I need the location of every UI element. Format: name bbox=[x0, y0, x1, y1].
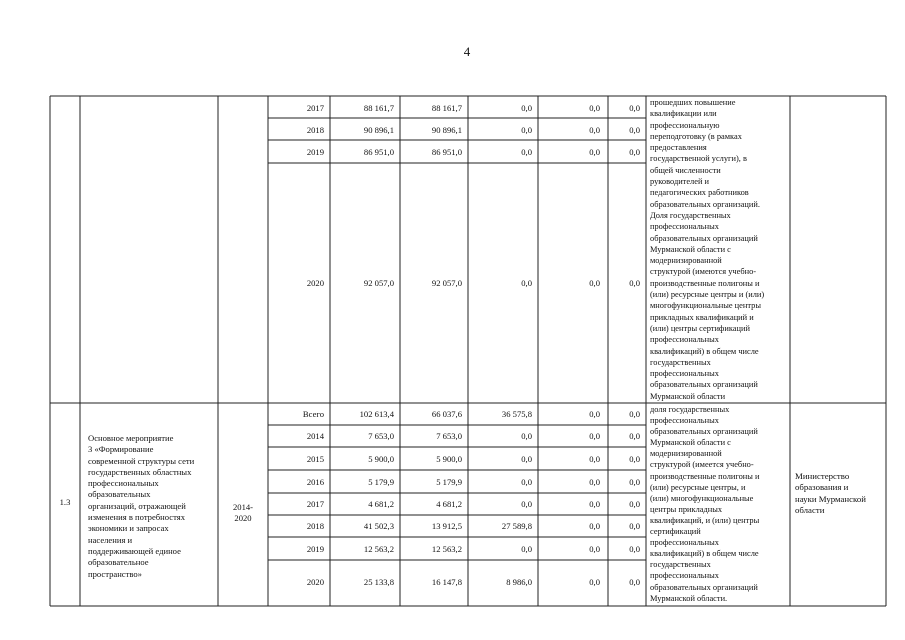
executor-line: образования и bbox=[795, 482, 849, 493]
indicator-line: профессиональных bbox=[650, 369, 719, 379]
activity-name-line: пространство» bbox=[88, 568, 142, 579]
indicator-line: профессиональную bbox=[650, 120, 720, 130]
indicator-line: образовательных организаций bbox=[650, 427, 758, 437]
indicator-line: государственной услуги), в bbox=[650, 154, 747, 164]
year-cell: 2016 bbox=[306, 477, 324, 487]
total-cell: 102 613,4 bbox=[359, 409, 394, 419]
activity-name-line: организаций, отражающей bbox=[88, 500, 186, 511]
total-cell: 86 951,0 bbox=[363, 147, 394, 157]
activity-name-line: 3 «Формирование bbox=[88, 444, 154, 455]
year-cell: 2019 bbox=[306, 544, 324, 554]
total-cell: 92 057,0 bbox=[363, 278, 394, 288]
indicator-line: переподготовку (в рамках bbox=[650, 131, 742, 141]
indicator-line: (или) многофункциональные bbox=[650, 493, 754, 503]
local-budget-cell: 0,0 bbox=[589, 544, 600, 554]
federal-budget-cell: 8 986,0 bbox=[506, 577, 532, 587]
indicator-line: структурой (имеется учебно- bbox=[650, 460, 754, 470]
indicator-line: профессиональных bbox=[650, 571, 719, 581]
federal-budget-cell: 0,0 bbox=[521, 103, 532, 113]
indicator-line: Доля государственных bbox=[650, 210, 731, 220]
indicator-line: (или) ресурсные центры и (или) bbox=[650, 290, 765, 300]
indicator-line: Мурманской области. bbox=[650, 593, 728, 603]
year-cell: 2014 bbox=[306, 431, 324, 441]
indicator-line: профессиональных bbox=[650, 222, 719, 232]
indicator-line: Мурманской области bbox=[650, 391, 726, 401]
activity-name-line: профессиональных bbox=[88, 478, 159, 489]
federal-budget-cell: 0,0 bbox=[521, 147, 532, 157]
indicator-line: руководителей и bbox=[650, 177, 710, 187]
indicator-line: прикладных квалификаций и bbox=[650, 312, 754, 322]
indicator-line: квалификаций) в общем числе bbox=[650, 549, 759, 559]
indicator-line: производственные полигоны и bbox=[650, 278, 760, 288]
indicator-line: квалификации или bbox=[650, 109, 717, 119]
local-budget-cell: 0,0 bbox=[589, 278, 600, 288]
regional-budget-cell: 92 057,0 bbox=[431, 278, 462, 288]
indicator-line: многофункциональные центры bbox=[650, 301, 761, 311]
activity-name bbox=[88, 433, 216, 580]
regional-budget-cell: 7 653,0 bbox=[436, 431, 462, 441]
activity-name-line: поддерживающей единое bbox=[88, 545, 181, 556]
federal-budget-cell: 27 589,8 bbox=[501, 521, 532, 531]
total-cell: 7 653,0 bbox=[368, 431, 394, 441]
executor-line: области bbox=[795, 504, 825, 515]
local-budget-cell: 0,0 bbox=[589, 409, 600, 419]
local-budget-cell: 0,0 bbox=[589, 577, 600, 587]
federal-budget-cell: 0,0 bbox=[521, 499, 532, 509]
other-sources-cell: 0,0 bbox=[629, 147, 640, 157]
regional-budget-cell: 4 681,2 bbox=[436, 499, 462, 509]
local-budget-cell: 0,0 bbox=[589, 147, 600, 157]
local-budget-cell: 0,0 bbox=[589, 431, 600, 441]
indicator-line: центры прикладных bbox=[650, 504, 723, 514]
local-budget-cell: 0,0 bbox=[589, 521, 600, 531]
executor-line: Министерство bbox=[795, 471, 850, 481]
activity-name-line: населения и bbox=[88, 534, 133, 545]
year-cell: 2019 bbox=[306, 147, 324, 157]
total-cell: 4 681,2 bbox=[368, 499, 394, 509]
activity-name-line: государственных областных bbox=[88, 466, 192, 477]
period-cell bbox=[218, 502, 268, 524]
period-line: 2014- bbox=[232, 502, 254, 512]
indicator-line: сертификаций bbox=[650, 527, 701, 537]
indicator-line: модернизированной bbox=[650, 449, 722, 459]
regional-budget-cell: 13 912,5 bbox=[431, 521, 462, 531]
activity-name-line: образовательных bbox=[88, 489, 151, 500]
federal-budget-cell: 36 575,8 bbox=[501, 409, 532, 419]
indicator-line: структурой (имеются учебно- bbox=[650, 267, 757, 277]
year-cell: 2017 bbox=[306, 103, 324, 113]
indicator-line: профессиональных bbox=[650, 416, 719, 426]
total-cell: 5 179,9 bbox=[368, 477, 394, 487]
indicator-line: образовательных организаций. bbox=[650, 199, 760, 209]
indicator-line: предоставления bbox=[650, 143, 707, 153]
indicator-line: квалификаций, и (или) центры bbox=[650, 515, 760, 525]
year-cell: 2015 bbox=[306, 454, 324, 464]
executor-cell bbox=[795, 471, 885, 516]
local-budget-cell: 0,0 bbox=[589, 477, 600, 487]
total-cell: 88 161,7 bbox=[363, 103, 394, 113]
indicator-line: общей численности bbox=[650, 165, 721, 175]
federal-budget-cell: 0,0 bbox=[521, 278, 532, 288]
year-cell: Всего bbox=[302, 409, 324, 419]
other-sources-cell: 0,0 bbox=[629, 454, 640, 464]
other-sources-cell: 0,0 bbox=[629, 544, 640, 554]
total-cell: 5 900,0 bbox=[368, 454, 394, 464]
year-cell: 2020 bbox=[306, 278, 324, 288]
page-number: 4 bbox=[463, 44, 471, 59]
other-sources-cell: 0,0 bbox=[629, 499, 640, 509]
other-sources-cell: 0,0 bbox=[629, 477, 640, 487]
regional-budget-cell: 88 161,7 bbox=[431, 103, 462, 113]
year-cell: 2020 bbox=[306, 577, 324, 587]
other-sources-cell: 0,0 bbox=[629, 431, 640, 441]
indicator-line: доля государственных bbox=[650, 405, 730, 414]
regional-budget-cell: 66 037,6 bbox=[431, 409, 462, 419]
year-cell: 2018 bbox=[306, 125, 324, 135]
regional-budget-cell: 5 900,0 bbox=[436, 454, 462, 464]
indicator-line: модернизированной bbox=[650, 256, 722, 266]
federal-budget-cell: 0,0 bbox=[521, 544, 532, 554]
regional-budget-cell: 12 563,2 bbox=[431, 544, 462, 554]
indicator-line: государственных bbox=[650, 560, 711, 570]
other-sources-cell: 0,0 bbox=[629, 521, 640, 531]
indicator-text bbox=[650, 404, 790, 604]
indicator-line: Мурманской области с bbox=[650, 244, 731, 254]
local-budget-cell: 0,0 bbox=[589, 103, 600, 113]
indicator-line: Мурманской области с bbox=[650, 438, 731, 448]
regional-budget-cell: 5 179,9 bbox=[436, 477, 462, 487]
local-budget-cell: 0,0 bbox=[589, 454, 600, 464]
total-cell: 90 896,1 bbox=[363, 125, 394, 135]
indicator-line: профессиональных bbox=[650, 335, 719, 345]
local-budget-cell: 0,0 bbox=[589, 125, 600, 135]
year-cell: 2018 bbox=[306, 521, 324, 531]
other-sources-cell: 0,0 bbox=[629, 278, 640, 288]
indicator-line: производственные полигоны и bbox=[650, 471, 760, 481]
indicator-text bbox=[650, 97, 790, 402]
federal-budget-cell: 0,0 bbox=[521, 125, 532, 135]
indicator-line: педагогических работников bbox=[650, 188, 749, 198]
indicator-line: образовательных организаций bbox=[650, 582, 758, 592]
indicator-line: образовательных организаций bbox=[650, 380, 758, 390]
activity-name-line: Основное мероприятие bbox=[88, 433, 174, 443]
activity-name-line: образовательное bbox=[88, 557, 149, 568]
federal-budget-cell: 0,0 bbox=[521, 431, 532, 441]
local-budget-cell: 0,0 bbox=[589, 499, 600, 509]
indicator-line: (или) центры сертификаций bbox=[650, 323, 750, 333]
activity-name-line: современной структуры сети bbox=[88, 455, 195, 466]
total-cell: 12 563,2 bbox=[363, 544, 394, 554]
executor-line: науки Мурманской bbox=[795, 493, 866, 504]
item-number: 1.3 bbox=[59, 497, 71, 507]
indicator-line: профессиональных bbox=[650, 538, 719, 548]
federal-budget-cell: 0,0 bbox=[521, 454, 532, 464]
indicator-line: государственных bbox=[650, 357, 711, 367]
period-line: 2020 bbox=[234, 513, 252, 523]
regional-budget-cell: 86 951,0 bbox=[431, 147, 462, 157]
regional-budget-cell: 90 896,1 bbox=[431, 125, 462, 135]
indicator-line: образовательных организаций bbox=[650, 233, 758, 243]
total-cell: 41 502,3 bbox=[363, 521, 394, 531]
other-sources-cell: 0,0 bbox=[629, 103, 640, 113]
other-sources-cell: 0,0 bbox=[629, 577, 640, 587]
other-sources-cell: 0,0 bbox=[629, 409, 640, 419]
indicator-line: (или) ресурсные центры, и bbox=[650, 482, 746, 492]
federal-budget-cell: 0,0 bbox=[521, 477, 532, 487]
activity-name-line: изменения в потребностях bbox=[88, 512, 185, 523]
total-cell: 25 133,8 bbox=[363, 577, 394, 587]
indicator-line: квалификаций) в общем числе bbox=[650, 346, 759, 356]
other-sources-cell: 0,0 bbox=[629, 125, 640, 135]
year-cell: 2017 bbox=[306, 499, 324, 509]
indicator-line: прошедших повышение bbox=[650, 98, 736, 107]
regional-budget-cell: 16 147,8 bbox=[431, 577, 462, 587]
activity-name-line: экономики и запросах bbox=[88, 523, 169, 534]
